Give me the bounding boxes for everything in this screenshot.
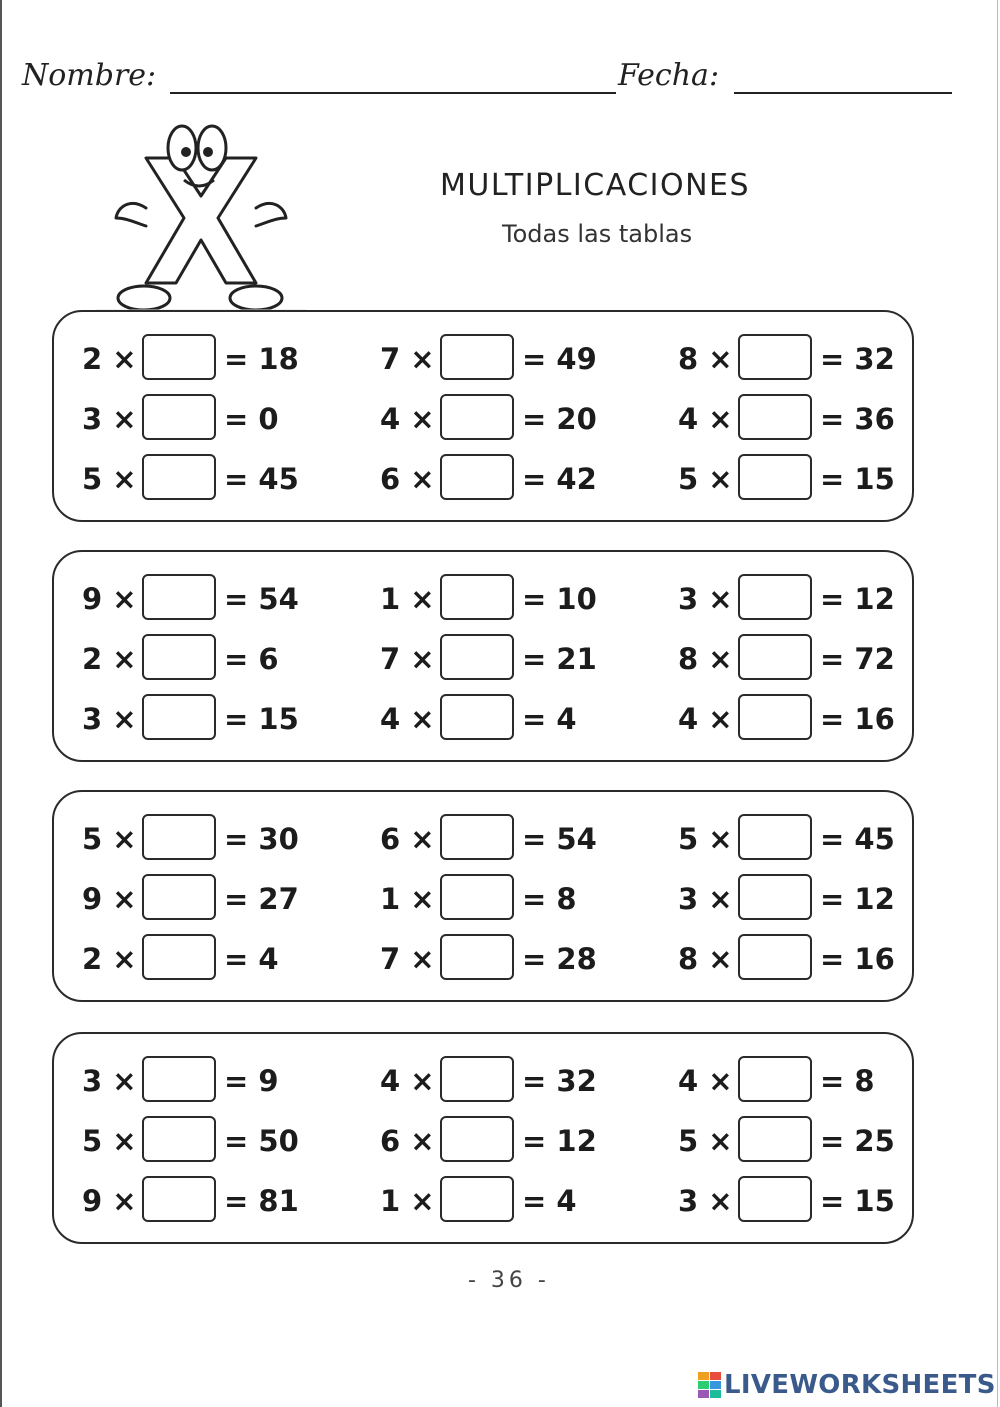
product: = 54: [522, 822, 597, 856]
product: = 45: [224, 462, 299, 496]
exercise-row: [54, 452, 912, 504]
product: = 9: [224, 1064, 279, 1098]
factor: 1 ×: [380, 882, 435, 916]
answer-input-box[interactable]: [738, 634, 812, 680]
answer-input-box[interactable]: [440, 634, 514, 680]
answer-input-box[interactable]: [738, 934, 812, 980]
factor: 1 ×: [380, 582, 435, 616]
product: = 12: [820, 882, 895, 916]
multiplication-item: [678, 1054, 948, 1106]
factor: 5 ×: [678, 822, 733, 856]
exercise-row: [54, 812, 912, 864]
answer-input-box[interactable]: [142, 454, 216, 500]
factor: 8 ×: [678, 642, 733, 676]
answer-input-box[interactable]: [440, 1176, 514, 1222]
answer-input-box[interactable]: [440, 334, 514, 380]
multiplication-item: [82, 812, 352, 864]
multiplication-item: [380, 332, 650, 384]
product: = 4: [522, 702, 577, 736]
product: = 27: [224, 882, 299, 916]
answer-input-box[interactable]: [142, 1176, 216, 1222]
factor: 5 ×: [82, 462, 137, 496]
product: = 81: [224, 1184, 299, 1218]
multiplication-item: [380, 812, 650, 864]
factor: 4 ×: [678, 702, 733, 736]
factor: 5 ×: [82, 822, 137, 856]
multiplication-sign-mascot-icon: [96, 118, 306, 318]
multiplication-item: [380, 872, 650, 924]
answer-input-box[interactable]: [440, 394, 514, 440]
product: = 25: [820, 1124, 895, 1158]
factor: 7 ×: [380, 342, 435, 376]
answer-input-box[interactable]: [142, 574, 216, 620]
multiplication-item: [82, 692, 352, 744]
factor: 2 ×: [82, 642, 137, 676]
multiplication-item: [678, 872, 948, 924]
product: = 10: [522, 582, 597, 616]
exercise-row: [54, 392, 912, 444]
multiplication-item: [380, 452, 650, 504]
name-label: Nombre:: [22, 58, 157, 93]
product: = 15: [820, 462, 895, 496]
factor: 5 ×: [678, 462, 733, 496]
exercise-section-2: [52, 550, 914, 762]
product: = 30: [224, 822, 299, 856]
page-edge-right: [997, 0, 998, 1407]
factor: 4 ×: [380, 402, 435, 436]
multiplication-item: [678, 932, 948, 984]
multiplication-item: [678, 692, 948, 744]
multiplication-item: [678, 1174, 948, 1226]
answer-input-box[interactable]: [738, 874, 812, 920]
factor: 2 ×: [82, 342, 137, 376]
answer-input-box[interactable]: [440, 454, 514, 500]
multiplication-item: [678, 572, 948, 624]
factor: 9 ×: [82, 882, 137, 916]
multiplication-item: [380, 1114, 650, 1166]
multiplication-item: [82, 572, 352, 624]
answer-input-box[interactable]: [142, 1116, 216, 1162]
answer-input-box[interactable]: [142, 814, 216, 860]
date-label: Fecha:: [618, 58, 720, 93]
answer-input-box[interactable]: [440, 814, 514, 860]
factor: 3 ×: [82, 1064, 137, 1098]
exercise-section-3: [52, 790, 914, 1002]
multiplication-item: [82, 932, 352, 984]
product: = 16: [820, 942, 895, 976]
product: = 72: [820, 642, 895, 676]
product: = 4: [224, 942, 279, 976]
exercise-row: [54, 1114, 912, 1166]
answer-input-box[interactable]: [440, 934, 514, 980]
factor: 6 ×: [380, 462, 435, 496]
answer-input-box[interactable]: [738, 454, 812, 500]
answer-input-box[interactable]: [440, 694, 514, 740]
product: = 16: [820, 702, 895, 736]
multiplication-item: [678, 1114, 948, 1166]
answer-input-box[interactable]: [142, 1056, 216, 1102]
worksheet-subtitle: Todas las tablas: [502, 220, 693, 248]
factor: 5 ×: [82, 1124, 137, 1158]
answer-input-box[interactable]: [142, 874, 216, 920]
answer-input-box[interactable]: [738, 334, 812, 380]
header-row: [22, 58, 962, 98]
product: = 32: [820, 342, 895, 376]
page-edge-left: [0, 0, 2, 1407]
answer-input-box[interactable]: [738, 1176, 812, 1222]
multiplication-item: [82, 1174, 352, 1226]
exercise-row: [54, 872, 912, 924]
product: = 50: [224, 1124, 299, 1158]
product: = 12: [522, 1124, 597, 1158]
product: = 18: [224, 342, 299, 376]
date-field-line[interactable]: [734, 92, 952, 94]
factor: 4 ×: [380, 702, 435, 736]
product: = 20: [522, 402, 597, 436]
factor: 7 ×: [380, 642, 435, 676]
product: = 28: [522, 942, 597, 976]
factor: 6 ×: [380, 822, 435, 856]
factor: 4 ×: [678, 402, 733, 436]
answer-input-box[interactable]: [738, 574, 812, 620]
multiplication-item: [678, 632, 948, 684]
factor: 4 ×: [678, 1064, 733, 1098]
exercise-row: [54, 692, 912, 744]
factor: 8 ×: [678, 942, 733, 976]
exercise-row: [54, 332, 912, 384]
product: = 4: [522, 1184, 577, 1218]
exercise-section-1: [52, 310, 914, 522]
product: = 21: [522, 642, 597, 676]
product: = 45: [820, 822, 895, 856]
product: = 6: [224, 642, 279, 676]
multiplication-item: [678, 452, 948, 504]
answer-input-box[interactable]: [142, 334, 216, 380]
product: = 32: [522, 1064, 597, 1098]
multiplication-item: [82, 632, 352, 684]
multiplication-item: [380, 932, 650, 984]
factor: 3 ×: [82, 402, 137, 436]
name-field-line[interactable]: [170, 92, 616, 94]
answer-input-box[interactable]: [738, 1116, 812, 1162]
factor: 8 ×: [678, 342, 733, 376]
multiplication-item: [678, 332, 948, 384]
answer-input-box[interactable]: [738, 394, 812, 440]
exercise-section-4: [52, 1032, 914, 1244]
product: = 15: [224, 702, 299, 736]
answer-input-box[interactable]: [142, 634, 216, 680]
worksheet-title: MULTIPLICACIONES: [440, 168, 751, 203]
product: = 42: [522, 462, 597, 496]
exercise-row: [54, 1054, 912, 1106]
product: = 12: [820, 582, 895, 616]
answer-input-box[interactable]: [738, 1056, 812, 1102]
liveworksheets-logo-icon: [698, 1372, 722, 1398]
answer-input-box[interactable]: [440, 1056, 514, 1102]
multiplication-item: [82, 392, 352, 444]
multiplication-item: [678, 812, 948, 864]
multiplication-item: [82, 1054, 352, 1106]
multiplication-item: [380, 1054, 650, 1106]
factor: 2 ×: [82, 942, 137, 976]
factor: 9 ×: [82, 1184, 137, 1218]
product: = 36: [820, 402, 895, 436]
multiplication-item: [82, 872, 352, 924]
answer-input-box[interactable]: [440, 874, 514, 920]
answer-input-box[interactable]: [142, 934, 216, 980]
answer-input-box[interactable]: [142, 694, 216, 740]
factor: 3 ×: [678, 882, 733, 916]
exercise-row: [54, 932, 912, 984]
multiplication-item: [82, 1114, 352, 1166]
answer-input-box[interactable]: [142, 394, 216, 440]
factor: 4 ×: [380, 1064, 435, 1098]
factor: 7 ×: [380, 942, 435, 976]
factor: 6 ×: [380, 1124, 435, 1158]
product: = 0: [224, 402, 279, 436]
factor: 3 ×: [678, 582, 733, 616]
factor: 9 ×: [82, 582, 137, 616]
product: = 49: [522, 342, 597, 376]
exercise-row: [54, 572, 912, 624]
brand-name: LIVEWORKSHEETS: [724, 1370, 996, 1400]
page-number: - 36 -: [468, 1268, 550, 1293]
multiplication-item: [380, 572, 650, 624]
multiplication-item: [380, 392, 650, 444]
factor: 3 ×: [82, 702, 137, 736]
factor: 5 ×: [678, 1124, 733, 1158]
exercise-row: [54, 1174, 912, 1226]
multiplication-item: [380, 1174, 650, 1226]
product: = 15: [820, 1184, 895, 1218]
product: = 54: [224, 582, 299, 616]
product: = 8: [820, 1064, 875, 1098]
answer-input-box[interactable]: [738, 814, 812, 860]
factor: 1 ×: [380, 1184, 435, 1218]
product: = 8: [522, 882, 577, 916]
multiplication-item: [678, 392, 948, 444]
multiplication-item: [82, 452, 352, 504]
multiplication-item: [82, 332, 352, 384]
multiplication-item: [380, 632, 650, 684]
multiplication-item: [380, 692, 650, 744]
answer-input-box[interactable]: [440, 1116, 514, 1162]
answer-input-box[interactable]: [440, 574, 514, 620]
answer-input-box[interactable]: [738, 694, 812, 740]
exercise-row: [54, 632, 912, 684]
factor: 3 ×: [678, 1184, 733, 1218]
